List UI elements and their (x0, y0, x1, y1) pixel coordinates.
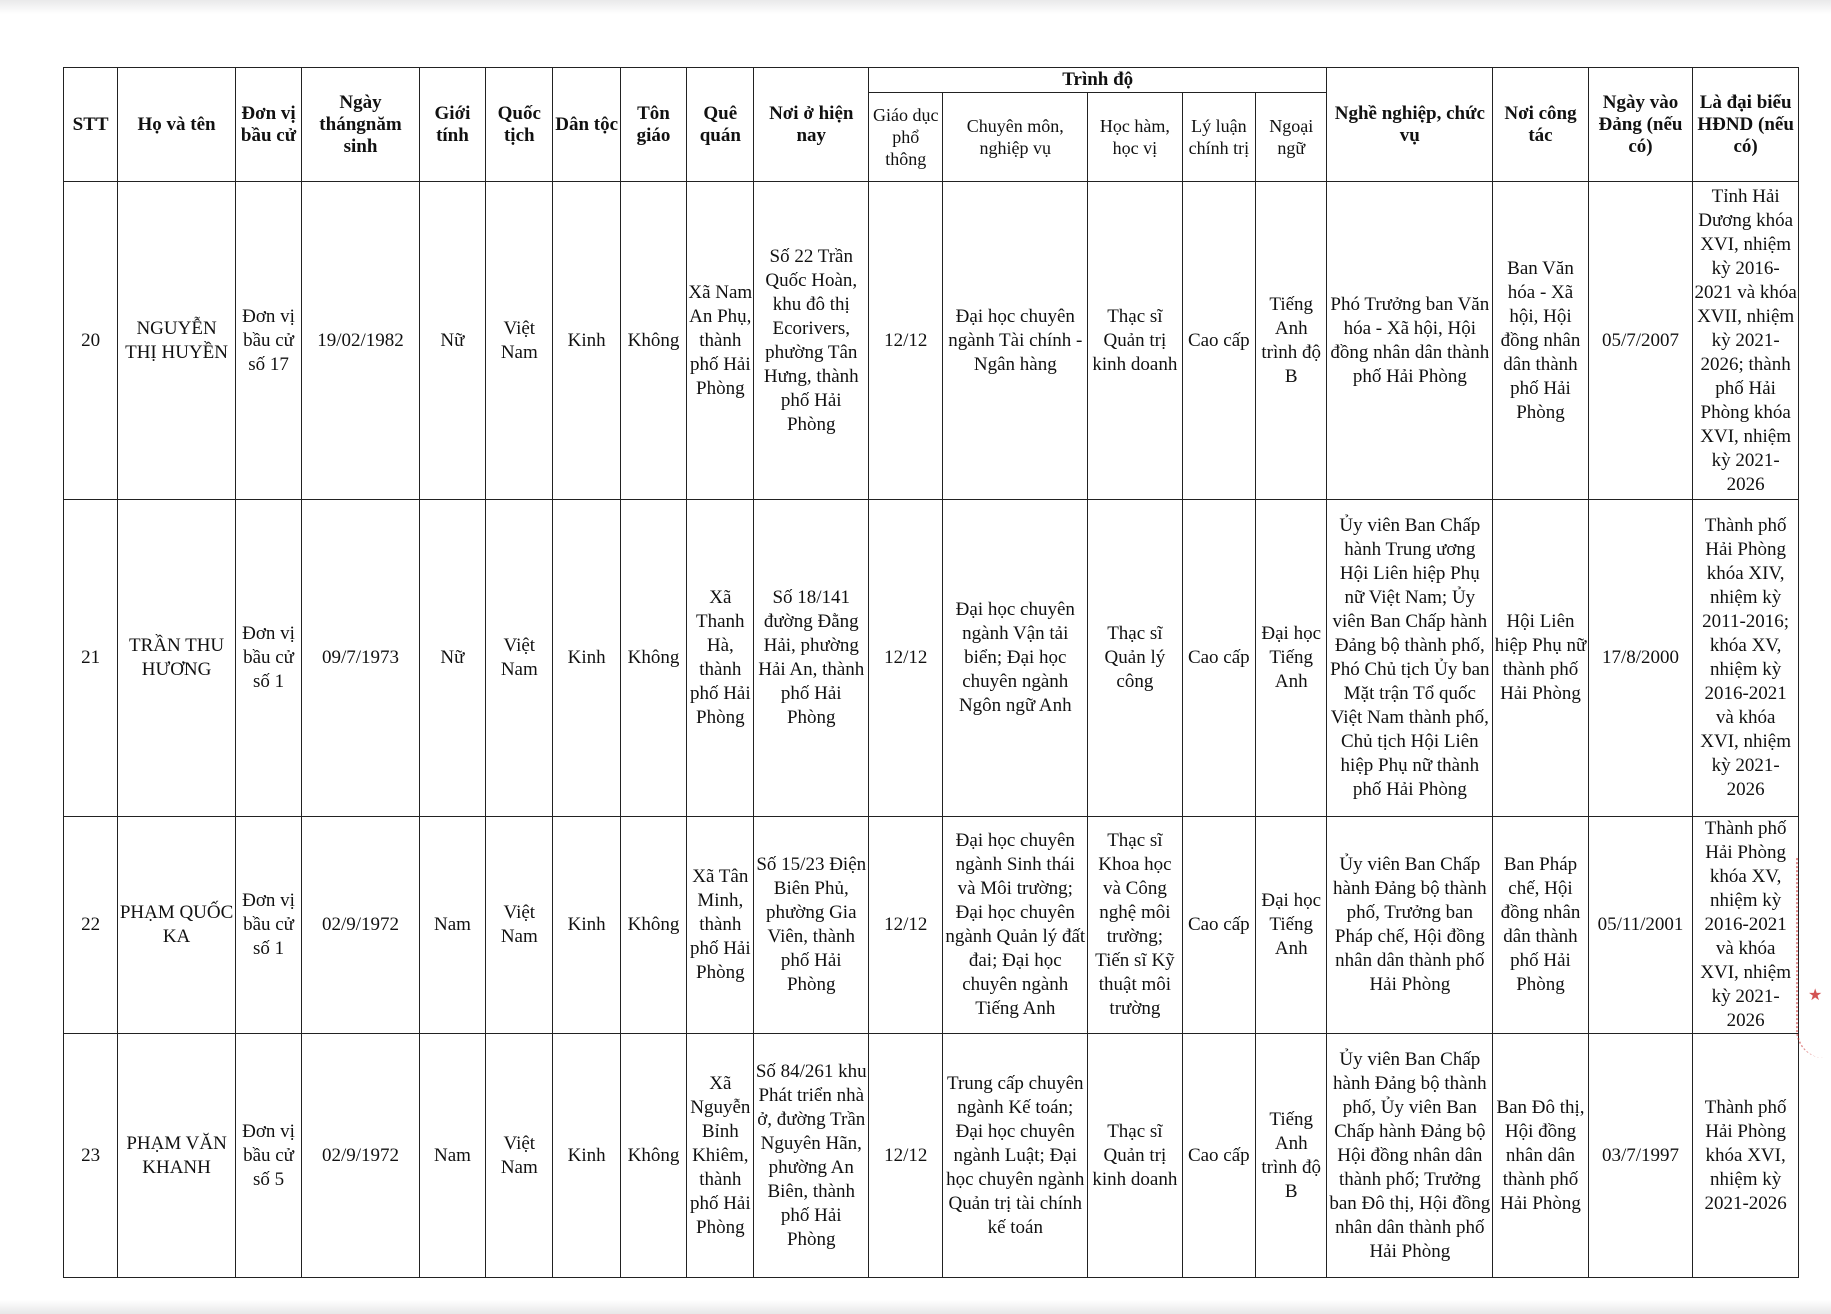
cell-ly-luan: Cao cấp (1182, 1034, 1255, 1278)
page-edge-top (0, 0, 1831, 14)
cell-don-vi-bau-cu: Đơn vị bầu cử số 5 (235, 1034, 301, 1278)
header-ngay-vao-dang: Ngày vào Đảng (nếu có) (1588, 68, 1693, 182)
cell-giao-duc: 12/12 (869, 1034, 943, 1278)
cell-ngoai-ngu: Đại học Tiếng Anh (1256, 500, 1327, 817)
header-quoc-tich: Quốc tịch (486, 68, 553, 182)
cell-que-quan: Xã Tân Minh, thành phố Hải Phòng (687, 817, 754, 1034)
candidate-table (63, 67, 1799, 1278)
cell-ly-luan: Cao cấp (1182, 500, 1255, 817)
cell-dan-toc: Kinh (553, 1034, 620, 1278)
cell-ngay-sinh: 02/9/1972 (302, 817, 420, 1034)
cell-noi-o: Số 22 Trần Quốc Hoàn, khu đô thị Ecorivers, phường Tân Hưng, thành phố Hải Phòng (754, 182, 869, 500)
cell-ly-luan: Cao cấp (1182, 182, 1255, 500)
header-que-quan: Quê quán (687, 68, 754, 182)
header-chuyen-mon: Chuyên môn, nghiệp vụ (943, 93, 1088, 182)
cell-noi-o: Số 18/141 đường Đằng Hải, phường Hải An, thành phố Hải Phòng (754, 500, 869, 817)
cell-dai-bieu: Thành phố Hải Phòng khóa XV, nhiệm kỳ 2016-2021 và khóa XVI, nhiệm kỳ 2021-2026 (1693, 817, 1799, 1034)
cell-don-vi-bau-cu: Đơn vị bầu cử số 1 (235, 500, 301, 817)
cell-chuyen-mon: Đại học chuyên ngành Tài chính - Ngân hàng (943, 182, 1088, 500)
cell-ngoai-ngu: Tiếng Anh trình độ B (1256, 182, 1327, 500)
header-dai-bieu: Là đại biểu HĐND (nếu có) (1693, 68, 1799, 182)
cell-noi-o: Số 15/23 Điện Biên Phủ, phường Gia Viên, thành phố Hải Phòng (754, 817, 869, 1034)
cell-dan-toc: Kinh (553, 182, 620, 500)
cell-dai-bieu: Thành phố Hải Phòng khóa XVI, nhiệm kỳ 2021-2026 (1693, 1034, 1799, 1278)
cell-noi-cong-tac: Ban Đô thị, Hội đồng nhân dân thành phố Hải Phòng (1493, 1034, 1588, 1278)
table-row (64, 500, 1799, 817)
cell-ngay-vao-dang: 05/7/2007 (1588, 182, 1693, 500)
cell-noi-cong-tac: Ban Pháp chế, Hội đồng nhân dân thành phố Hải Phòng (1493, 817, 1588, 1034)
red-seal-stamp (1796, 858, 1824, 1058)
cell-stt: 20 (64, 182, 118, 500)
cell-dan-toc: Kinh (553, 817, 620, 1034)
cell-don-vi-bau-cu: Đơn vị bầu cử số 17 (235, 182, 301, 500)
cell-chuyen-mon: Đại học chuyên ngành Sinh thái và Môi trường; Đại học chuyên ngành Quản lý đất đai; Đại học chuyên ngành Tiếng Anh (943, 817, 1088, 1034)
header-dan-toc: Dân tộc (553, 68, 620, 182)
cell-que-quan: Xã Nam An Phụ, thành phố Hải Phòng (687, 182, 754, 500)
cell-quoc-tich: Việt Nam (486, 817, 553, 1034)
cell-nghe-nghiep: Ủy viên Ban Chấp hành Đảng bộ thành phố, Trưởng ban Pháp chế, Hội đồng nhân dân thành phố Hải Phòng (1327, 817, 1493, 1034)
cell-ngay-vao-dang: 17/8/2000 (1588, 500, 1693, 817)
cell-hoc-ham: Thạc sĩ Khoa học và Công nghệ môi trường; Tiến sĩ Kỹ thuật môi trường (1088, 817, 1182, 1034)
cell-ngay-vao-dang: 03/7/1997 (1588, 1034, 1693, 1278)
cell-hoc-ham: Thạc sĩ Quản trị kinh doanh (1088, 182, 1182, 500)
header-trinh-do: Trình độ (869, 68, 1327, 93)
cell-nghe-nghiep: Ủy viên Ban Chấp hành Trung ương Hội Liên hiệp Phụ nữ Việt Nam; Ủy viên Ban Chấp hành Đảng bộ thành phố, Phó Chủ tịch Ủy ban Mặt trận Tổ quốc Việt Nam thành phố, Chủ tịch Hội Liên hiệp Phụ nữ thành phố Hải Phòng (1327, 500, 1493, 817)
cell-quoc-tich: Việt Nam (486, 182, 553, 500)
header-ly-luan: Lý luận chính trị (1182, 93, 1255, 182)
header-ngoai-ngu: Ngoại ngữ (1256, 93, 1327, 182)
cell-ngay-sinh: 19/02/1982 (302, 182, 420, 500)
header-hoc-ham: Học hàm, học vị (1088, 93, 1182, 182)
cell-ly-luan: Cao cấp (1182, 817, 1255, 1034)
header-noi-o: Nơi ở hiện nay (754, 68, 869, 182)
cell-que-quan: Xã Nguyễn Bỉnh Khiêm, thành phố Hải Phòng (687, 1034, 754, 1278)
table-row (64, 1034, 1799, 1278)
cell-noi-o: Số 84/261 khu Phát triển nhà ở, đường Trần Nguyên Hãn, phường An Biên, thành phố Hải Phòng (754, 1034, 869, 1278)
cell-quoc-tich: Việt Nam (486, 500, 553, 817)
cell-stt: 21 (64, 500, 118, 817)
cell-dai-bieu: Tỉnh Hải Dương khóa XVI, nhiệm kỳ 2016-2021 và khóa XVII, nhiệm kỳ 2021-2026; thành phố Hải Phòng khóa XVI, nhiệm kỳ 2021-2026 (1693, 182, 1799, 500)
cell-gioi-tinh: Nam (419, 1034, 485, 1278)
cell-nghe-nghiep: Phó Trưởng ban Văn hóa - Xã hội, Hội đồng nhân dân thành phố Hải Phòng (1327, 182, 1493, 500)
cell-quoc-tich: Việt Nam (486, 1034, 553, 1278)
cell-ho-va-ten: PHẠM VĂN KHANH (118, 1034, 236, 1278)
cell-giao-duc: 12/12 (869, 500, 943, 817)
cell-ho-va-ten: PHẠM QUỐC KA (118, 817, 236, 1034)
cell-ngay-vao-dang: 05/11/2001 (1588, 817, 1693, 1034)
cell-gioi-tinh: Nữ (419, 182, 485, 500)
cell-que-quan: Xã Thanh Hà, thành phố Hải Phòng (687, 500, 754, 817)
header-stt: STT (64, 68, 118, 182)
cell-noi-cong-tac: Hội Liên hiệp Phụ nữ thành phố Hải Phòng (1493, 500, 1588, 817)
header-noi-cong-tac: Nơi công tác (1493, 68, 1588, 182)
page-edge-bottom (0, 1300, 1831, 1314)
cell-ngoai-ngu: Tiếng Anh trình độ B (1256, 1034, 1327, 1278)
header-nghe-nghiep: Nghề nghiệp, chức vụ (1327, 68, 1493, 182)
header-ngay-sinh: Ngày thángnăm sinh (302, 68, 420, 182)
header-gioi-tinh: Giới tính (419, 68, 485, 182)
table-row (64, 817, 1799, 1034)
table-row (64, 182, 1799, 500)
cell-hoc-ham: Thạc sĩ Quản trị kinh doanh (1088, 1034, 1182, 1278)
cell-ho-va-ten: NGUYỄN THỊ HUYỀN (118, 182, 236, 500)
cell-giao-duc: 12/12 (869, 182, 943, 500)
cell-noi-cong-tac: Ban Văn hóa - Xã hội, Hội đồng nhân dân thành phố Hải Phòng (1493, 182, 1588, 500)
cell-stt: 22 (64, 817, 118, 1034)
cell-dan-toc: Kinh (553, 500, 620, 817)
cell-chuyen-mon: Đại học chuyên ngành Vận tải biển; Đại học chuyên ngành Ngôn ngữ Anh (943, 500, 1088, 817)
header-don-vi-bau-cu: Đơn vị bầu cử (235, 68, 301, 182)
cell-hoc-ham: Thạc sĩ Quản lý công (1088, 500, 1182, 817)
cell-ngoai-ngu: Đại học Tiếng Anh (1256, 817, 1327, 1034)
cell-chuyen-mon: Trung cấp chuyên ngành Kế toán; Đại học chuyên ngành Luật; Đại học chuyên ngành Quản trị tài chính kế toán (943, 1034, 1088, 1278)
cell-ton-giao: Không (620, 817, 686, 1034)
seal-star-icon: ★ (1808, 985, 1823, 1004)
cell-ngay-sinh: 02/9/1972 (302, 1034, 420, 1278)
cell-ngay-sinh: 09/7/1973 (302, 500, 420, 817)
cell-nghe-nghiep: Ủy viên Ban Chấp hành Đảng bộ thành phố, Ủy viên Ban Chấp hành Đảng bộ Hội đồng nhân dân thành phố; Trưởng ban Đô thị, Hội đồng nhân dân thành phố Hải Phòng (1327, 1034, 1493, 1278)
cell-stt: 23 (64, 1034, 118, 1278)
cell-don-vi-bau-cu: Đơn vị bầu cử số 1 (235, 817, 301, 1034)
cell-ton-giao: Không (620, 182, 686, 500)
header-ho-va-ten: Họ và tên (118, 68, 236, 182)
cell-ton-giao: Không (620, 500, 686, 817)
cell-giao-duc: 12/12 (869, 817, 943, 1034)
cell-ton-giao: Không (620, 1034, 686, 1278)
cell-dai-bieu: Thành phố Hải Phòng khóa XIV, nhiệm kỳ 2011-2016; khóa XV, nhiệm kỳ 2016-2021 và khóa XVI, nhiệm kỳ 2021-2026 (1693, 500, 1799, 817)
header-giao-duc: Giáo dục phổ thông (869, 93, 943, 182)
header-ton-giao: Tôn giáo (620, 68, 686, 182)
cell-gioi-tinh: Nam (419, 817, 485, 1034)
cell-ho-va-ten: TRẦN THU HƯƠNG (118, 500, 236, 817)
cell-gioi-tinh: Nữ (419, 500, 485, 817)
